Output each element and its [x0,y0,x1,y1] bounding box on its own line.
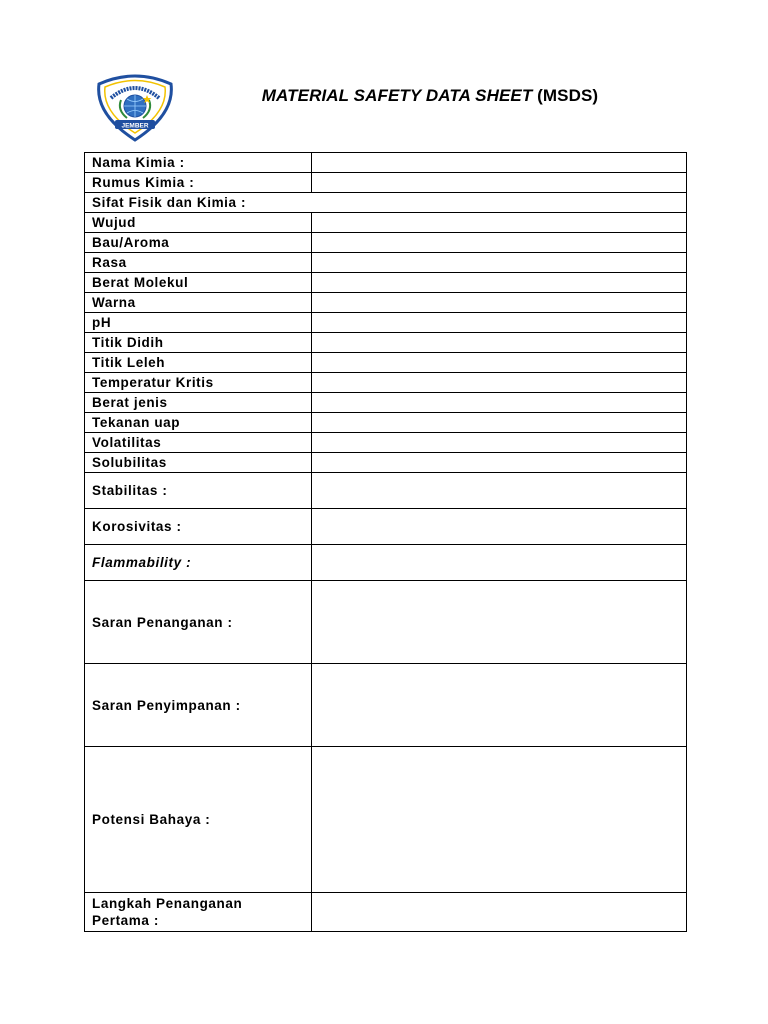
row-tekanan-uap [85,413,687,433]
label-langkah-line2: Pertama : [92,913,159,928]
label-sifat-fisik-kimia: Sifat Fisik dan Kimia : [85,193,687,213]
row-korosivitas [85,509,687,545]
field-flammability[interactable] [312,545,687,581]
row-langkah-penanganan [85,893,687,932]
label-potensi-bahaya: Potensi Bahaya : [85,747,312,893]
label-tekanan-uap: Tekanan uap [85,413,312,433]
row-saran-penanganan [85,581,687,664]
row-nama-kimia [85,153,687,173]
label-wujud: Wujud [85,213,312,233]
label-bau-aroma: Bau/Aroma [85,233,312,253]
row-titik-didih [85,333,687,353]
title-suffix: (MSDS) [537,86,599,105]
row-volatilitas [85,433,687,453]
field-saran-penanganan[interactable] [312,581,687,664]
row-temperatur-kritis [85,373,687,393]
row-berat-molekul [85,273,687,293]
label-saran-penanganan: Saran Penanganan : [85,581,312,664]
field-warna[interactable] [312,293,687,313]
field-rumus-kimia[interactable] [312,173,687,193]
title-main: MATERIAL SAFETY DATA SHEET [261,86,533,105]
row-wujud [85,213,687,233]
label-berat-molekul: Berat Molekul [85,273,312,293]
row-titik-leleh [85,353,687,373]
label-warna: Warna [85,293,312,313]
field-bau-aroma[interactable] [312,233,687,253]
field-nama-kimia[interactable] [312,153,687,173]
msds-form-table [84,152,687,932]
row-rumus-kimia [85,173,687,193]
label-volatilitas: Volatilitas [85,433,312,453]
label-korosivitas: Korosivitas : [85,509,312,545]
field-berat-molekul[interactable] [312,273,687,293]
row-stabilitas [85,473,687,509]
field-wujud[interactable] [312,213,687,233]
label-langkah-penanganan [85,893,312,932]
field-potensi-bahaya[interactable] [312,747,687,893]
field-ph[interactable] [312,313,687,333]
row-ph [85,313,687,333]
row-warna [85,293,687,313]
label-rumus-kimia: Rumus Kimia : [85,173,312,193]
label-nama-kimia: Nama Kimia : [85,153,312,173]
row-flammability [85,545,687,581]
field-titik-didih[interactable] [312,333,687,353]
label-langkah-line1: Langkah Penanganan [92,896,243,911]
field-saran-penyimpanan[interactable] [312,664,687,747]
row-saran-penyimpanan [85,664,687,747]
field-temperatur-kritis[interactable] [312,373,687,393]
field-rasa[interactable] [312,253,687,273]
field-titik-leleh[interactable] [312,353,687,373]
row-rasa [85,253,687,273]
label-berat-jenis: Berat jenis [85,393,312,413]
label-flammability: Flammability : [85,545,312,581]
label-saran-penyimpanan: Saran Penyimpanan : [85,664,312,747]
field-langkah-penanganan[interactable] [312,893,687,932]
row-solubilitas [85,453,687,473]
label-titik-leleh: Titik Leleh [85,353,312,373]
row-potensi-bahaya [85,747,687,893]
page-title [220,86,640,106]
field-stabilitas[interactable] [312,473,687,509]
label-solubilitas: Solubilitas [85,453,312,473]
field-solubilitas[interactable] [312,453,687,473]
field-tekanan-uap[interactable] [312,413,687,433]
field-volatilitas[interactable] [312,433,687,453]
row-sifat [85,193,687,213]
logo-bottom-text: JEMBER [121,122,149,130]
row-berat-jenis [85,393,687,413]
institution-logo [93,70,177,142]
label-ph: pH [85,313,312,333]
field-berat-jenis[interactable] [312,393,687,413]
label-rasa: Rasa [85,253,312,273]
label-titik-didih: Titik Didih [85,333,312,353]
field-korosivitas[interactable] [312,509,687,545]
label-stabilitas: Stabilitas : [85,473,312,509]
label-temperatur-kritis: Temperatur Kritis [85,373,312,393]
row-bau [85,233,687,253]
